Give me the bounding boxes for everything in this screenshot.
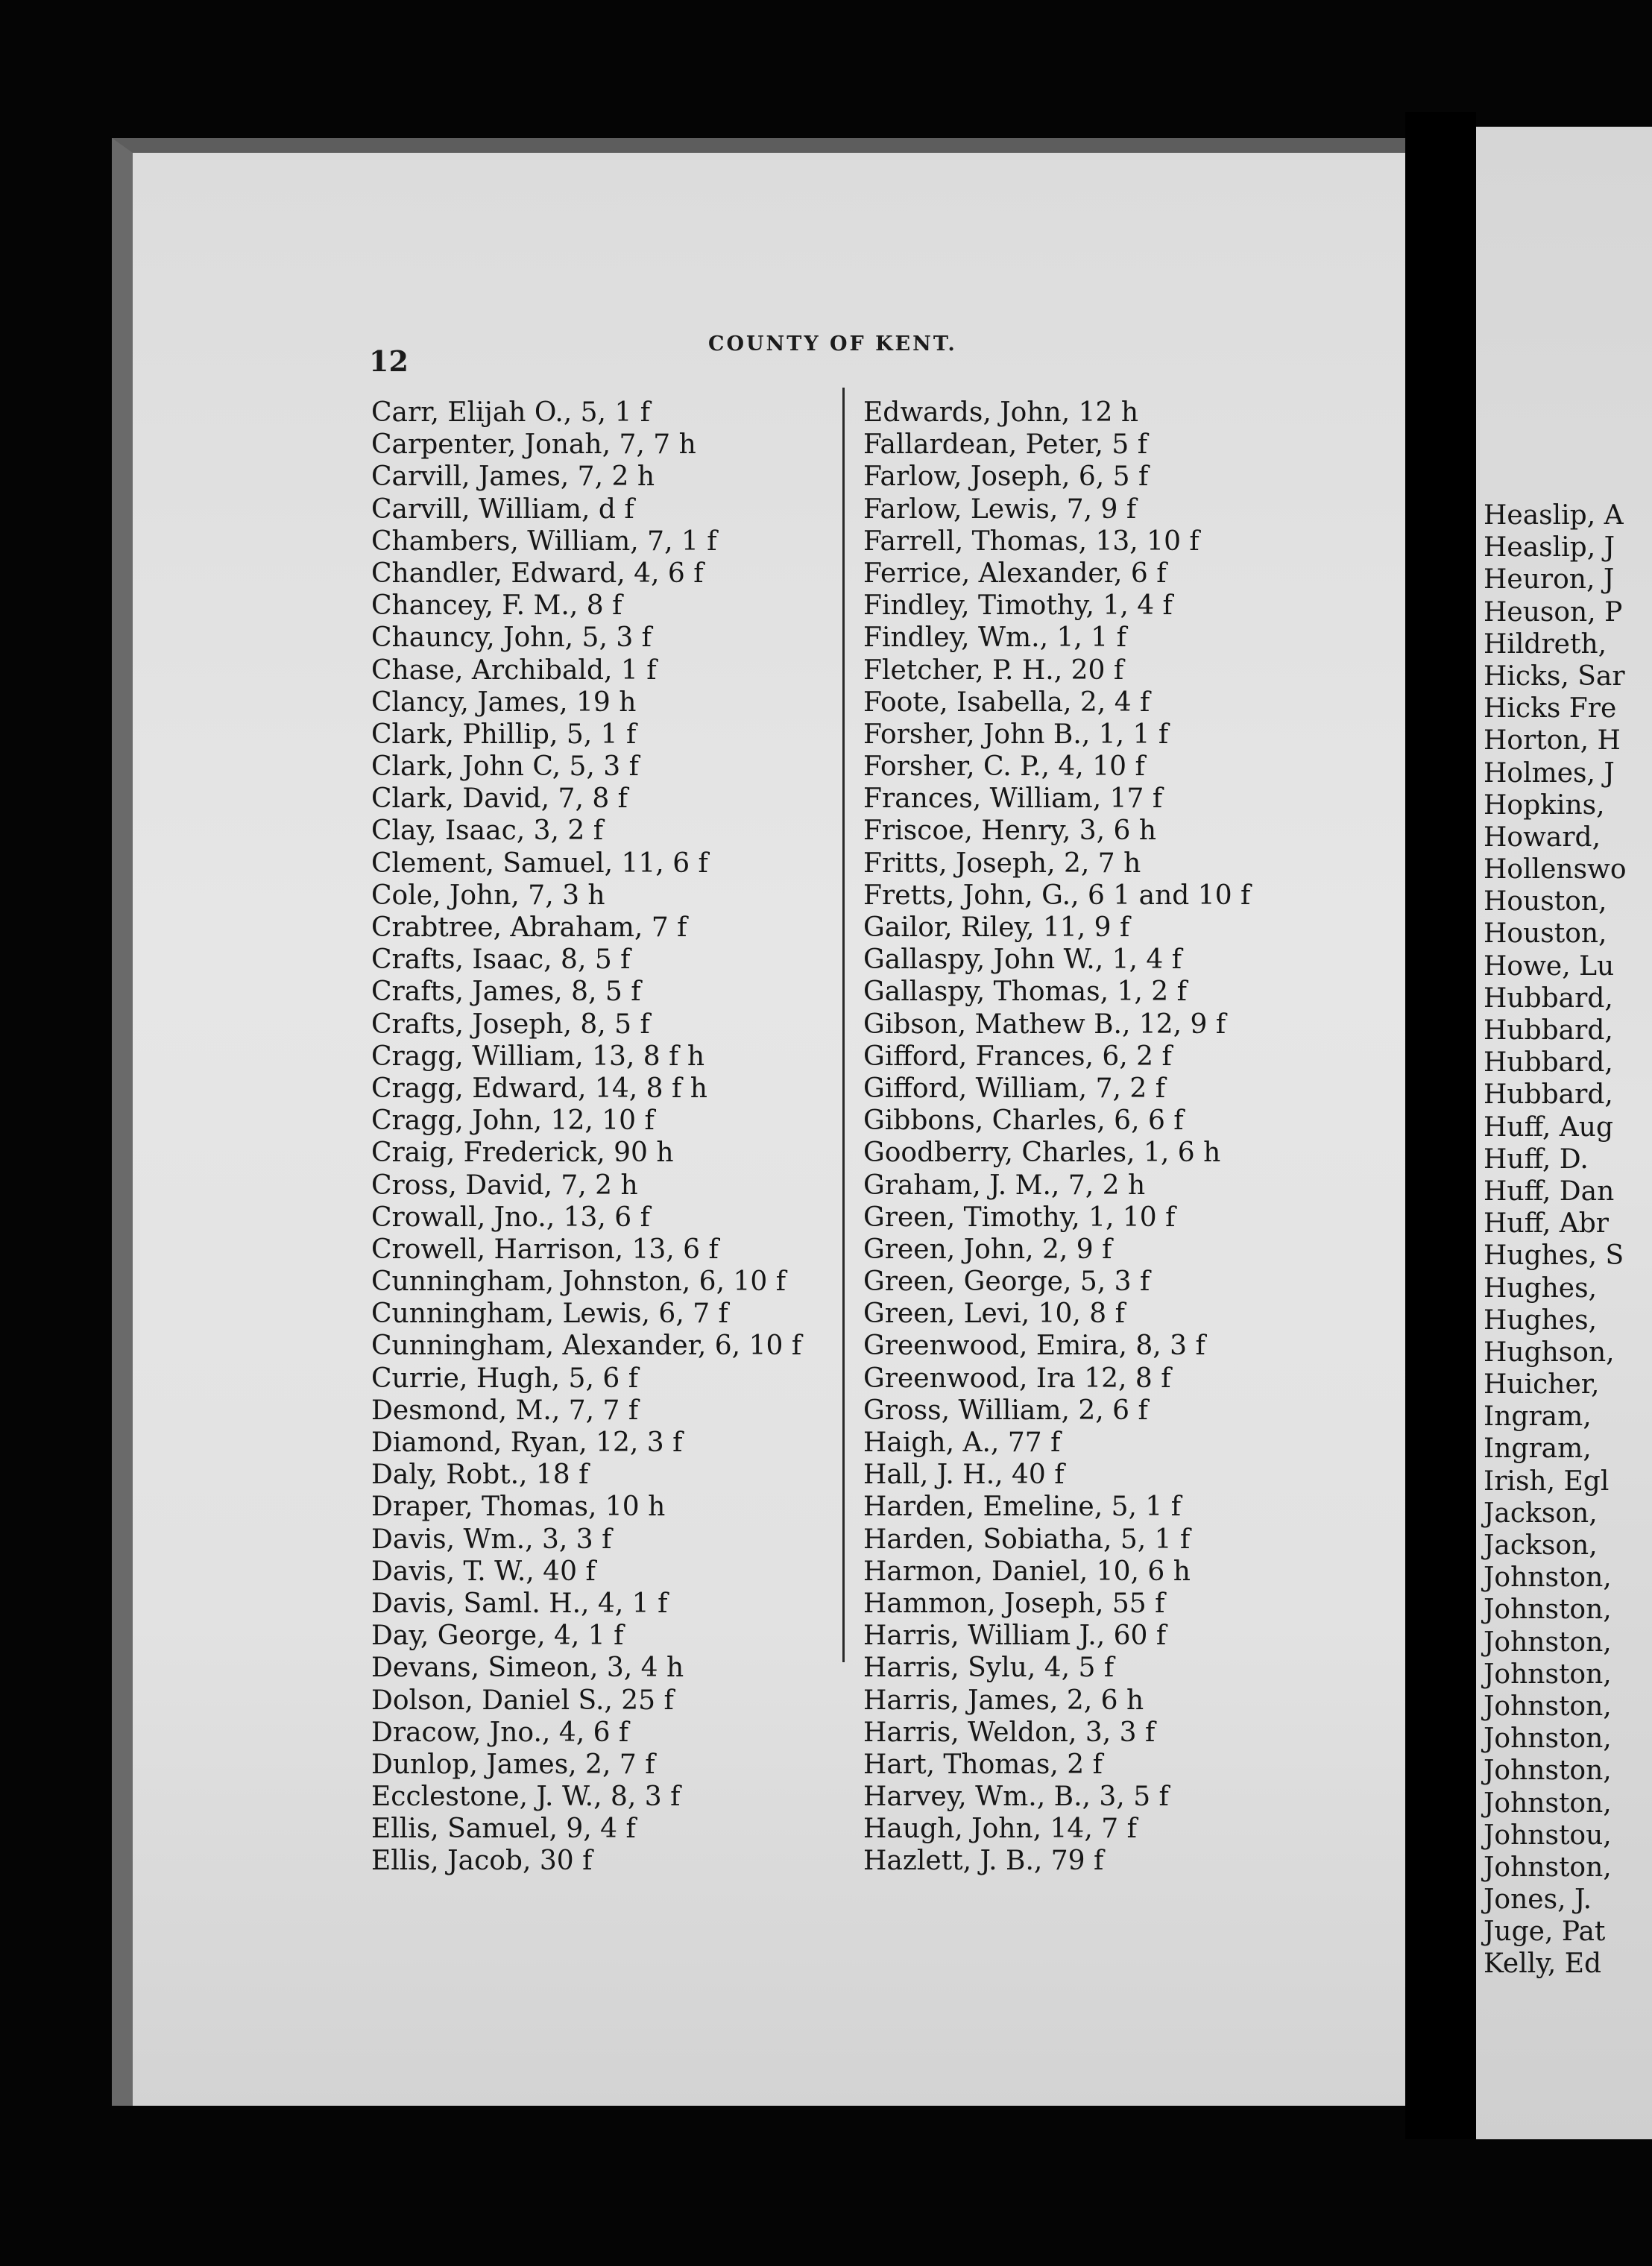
- directory-entry: Clancy, James, 19 h: [371, 687, 637, 718]
- middle-column: [863, 397, 1250, 1878]
- directory-entry: Graham, J. M., 7, 2 h: [863, 1170, 1146, 1201]
- directory-entry: Haugh, John, 14, 7 f: [863, 1814, 1137, 1845]
- directory-entry: Harden, Emeline, 5, 1 f: [863, 1492, 1182, 1523]
- directory-entry: Jones, J.: [1484, 1884, 1592, 1916]
- directory-entry: Hubbard,: [1484, 1015, 1613, 1046]
- directory-entry: Fretts, John, G., 6 1 and 10 f: [863, 880, 1251, 911]
- directory-entry: Huff, D.: [1484, 1143, 1589, 1175]
- directory-entry: Hubbard,: [1484, 982, 1613, 1014]
- directory-entry: Hopkins,: [1484, 789, 1605, 821]
- directory-entry: Houston,: [1484, 886, 1607, 918]
- directory-entry: Cross, David, 7, 2 h: [371, 1170, 638, 1201]
- directory-entry: Ellis, Jacob, 30 f: [371, 1846, 593, 1877]
- directory-entry: Ecclestone, J. W., 8, 3 f: [371, 1781, 681, 1813]
- directory-entry: Johnston,: [1484, 1626, 1612, 1658]
- directory-entry: Green, Levi, 10, 8 f: [863, 1298, 1125, 1330]
- directory-entry: Foote, Isabella, 2, 4 f: [863, 687, 1150, 718]
- directory-entry: Clement, Samuel, 11, 6 f: [371, 848, 708, 879]
- directory-entry: Chauncy, John, 5, 3 f: [371, 622, 652, 654]
- directory-entry: Green, Timothy, 1, 10 f: [863, 1202, 1176, 1233]
- directory-entry: Gibbons, Charles, 6, 6 f: [863, 1105, 1184, 1137]
- directory-entry: Horton, H: [1484, 725, 1621, 757]
- directory-entry: Gailor, Riley, 11, 9 f: [863, 912, 1130, 943]
- directory-entry: Carpenter, Jonah, 7, 7 h: [371, 429, 696, 461]
- directory-entry: Irish, Egl: [1484, 1465, 1610, 1497]
- directory-entry: Draper, Thomas, 10 h: [371, 1492, 666, 1523]
- directory-entry: Johnston,: [1484, 1691, 1612, 1722]
- directory-entry: Gallaspy, John W., 1, 4 f: [863, 944, 1182, 976]
- directory-entry: Chandler, Edward, 4, 6 f: [371, 558, 704, 589]
- column-rule: [842, 388, 845, 1662]
- directory-entry: Heaslip, A: [1484, 500, 1624, 531]
- directory-entry: Carr, Elijah O., 5, 1 f: [371, 397, 651, 428]
- directory-entry: Dunlop, James, 2, 7 f: [371, 1749, 655, 1780]
- directory-entry: Johnston,: [1484, 1852, 1612, 1883]
- directory-entry: Cole, John, 7, 3 h: [371, 880, 605, 911]
- directory-entry: Forsher, John B., 1, 1 f: [863, 719, 1169, 750]
- directory-entry: Clark, David, 7, 8 f: [371, 783, 628, 815]
- directory-entry: Carvill, William, d f: [371, 493, 634, 525]
- directory-entry: Green, George, 5, 3 f: [863, 1266, 1150, 1298]
- directory-entry: Ferrice, Alexander, 6 f: [863, 558, 1167, 589]
- directory-entry: Fritts, Joseph, 2, 7 h: [863, 848, 1141, 879]
- directory-entry: Crowell, Harrison, 13, 6 f: [371, 1234, 719, 1265]
- directory-entry: Clay, Isaac, 3, 2 f: [371, 815, 604, 847]
- directory-entry: Jackson,: [1484, 1530, 1598, 1561]
- right-page-column: [1484, 499, 1627, 1981]
- directory-entry: Johnston,: [1484, 1659, 1612, 1690]
- directory-entry: Harden, Sobiatha, 5, 1 f: [863, 1524, 1191, 1555]
- directory-entry: Crafts, James, 8, 5 f: [371, 976, 641, 1008]
- directory-entry: Frances, William, 17 f: [863, 783, 1163, 815]
- directory-entry: Green, John, 2, 9 f: [863, 1234, 1112, 1265]
- directory-entry: Day, George, 4, 1 f: [371, 1620, 624, 1652]
- directory-entry: Edwards, John, 12 h: [863, 397, 1139, 428]
- directory-entry: Huff, Dan: [1484, 1175, 1615, 1207]
- directory-entry: Kelly, Ed: [1484, 1948, 1602, 1980]
- directory-entry: Jackson,: [1484, 1497, 1598, 1529]
- directory-entry: Johnston,: [1484, 1562, 1612, 1594]
- directory-entry: Currie, Hugh, 5, 6 f: [371, 1363, 639, 1394]
- left-column: [371, 397, 801, 1878]
- directory-entry: Hall, J. H., 40 f: [863, 1459, 1065, 1491]
- directory-entry: Fletcher, P. H., 20 f: [863, 654, 1124, 686]
- directory-entry: Harris, William J., 60 f: [863, 1620, 1167, 1652]
- directory-entry: Harris, Weldon, 3, 3 f: [863, 1717, 1156, 1748]
- directory-entry: Ingram,: [1484, 1401, 1592, 1433]
- directory-entry: Davis, Wm., 3, 3 f: [371, 1524, 612, 1555]
- directory-entry: Haigh, A., 77 f: [863, 1427, 1061, 1458]
- directory-entry: Juge, Pat: [1484, 1916, 1606, 1948]
- directory-entry: Hazlett, J. B., 79 f: [863, 1846, 1104, 1877]
- directory-entry: Hildreth,: [1484, 628, 1607, 660]
- directory-entry: Heaslip, J: [1484, 532, 1615, 564]
- directory-entry: Harris, Sylu, 4, 5 f: [863, 1653, 1115, 1684]
- directory-entry: Cragg, John, 12, 10 f: [371, 1105, 655, 1137]
- directory-entry: Hicks Fre: [1484, 693, 1617, 725]
- page-number: 12: [369, 344, 409, 378]
- directory-entry: Cragg, William, 13, 8 f h: [371, 1041, 705, 1072]
- directory-entry: Crafts, Joseph, 8, 5 f: [371, 1009, 650, 1040]
- directory-entry: Heuron, J: [1484, 564, 1615, 596]
- directory-entry: Gifford, William, 7, 2 f: [863, 1073, 1166, 1104]
- directory-entry: Diamond, Ryan, 12, 3 f: [371, 1427, 683, 1458]
- directory-entry: Devans, Simeon, 3, 4 h: [371, 1653, 684, 1684]
- directory-entry: Harvey, Wm., B., 3, 5 f: [863, 1781, 1169, 1813]
- directory-entry: Daly, Robt., 18 f: [371, 1459, 589, 1491]
- directory-entry: Greenwood, Ira 12, 8 f: [863, 1363, 1171, 1394]
- directory-entry: Desmond, M., 7, 7 f: [371, 1395, 639, 1426]
- directory-entry: Hubbard,: [1484, 1079, 1613, 1111]
- directory-entry: Chase, Archibald, 1 f: [371, 654, 657, 686]
- directory-entry: Gross, William, 2, 6 f: [863, 1395, 1148, 1426]
- directory-entry: Gibson, Mathew B., 12, 9 f: [863, 1009, 1226, 1040]
- directory-entry: Clark, Phillip, 5, 1 f: [371, 719, 637, 750]
- directory-entry: Friscoe, Henry, 3, 6 h: [863, 815, 1157, 847]
- directory-entry: Findley, Wm., 1, 1 f: [863, 622, 1126, 654]
- directory-entry: Johnston,: [1484, 1723, 1612, 1755]
- directory-entry: Chancey, F. M., 8 f: [371, 590, 622, 622]
- directory-entry: Johnstou,: [1484, 1820, 1612, 1851]
- directory-entry: Clark, John C, 5, 3 f: [371, 751, 639, 783]
- directory-entry: Harmon, Daniel, 10, 6 h: [863, 1556, 1191, 1587]
- directory-entry: Crabtree, Abraham, 7 f: [371, 912, 687, 943]
- directory-entry: Cunningham, Johnston, 6, 10 f: [371, 1266, 786, 1298]
- directory-entry: Huff, Aug: [1484, 1111, 1613, 1143]
- directory-entry: Hicks, Sar: [1484, 660, 1625, 692]
- directory-entry: Gallaspy, Thomas, 1, 2 f: [863, 976, 1187, 1008]
- directory-entry: Ingram,: [1484, 1433, 1592, 1465]
- directory-entry: Huicher,: [1484, 1369, 1600, 1401]
- directory-entry: Farrell, Thomas, 13, 10 f: [863, 526, 1199, 557]
- right-page: [1476, 127, 1652, 2139]
- directory-entry: Howe, Lu: [1484, 950, 1615, 982]
- directory-entry: Hubbard,: [1484, 1047, 1613, 1079]
- directory-entry: Hughson,: [1484, 1336, 1615, 1368]
- directory-entry: Hughes,: [1484, 1304, 1598, 1336]
- directory-entry: Heuson, P: [1484, 596, 1623, 628]
- directory-entry: Davis, Saml. H., 4, 1 f: [371, 1588, 668, 1619]
- directory-entry: Greenwood, Emira, 8, 3 f: [863, 1331, 1205, 1362]
- directory-entry: Cragg, Edward, 14, 8 f h: [371, 1073, 707, 1104]
- directory-entry: Farlow, Lewis, 7, 9 f: [863, 493, 1137, 525]
- directory-entry: Forsher, C. P., 4, 10 f: [863, 751, 1145, 783]
- directory-entry: Harris, James, 2, 6 h: [863, 1685, 1144, 1716]
- directory-entry: Hughes,: [1484, 1272, 1598, 1304]
- directory-entry: Carvill, James, 7, 2 h: [371, 461, 655, 493]
- directory-entry: Johnston,: [1484, 1594, 1612, 1626]
- directory-entry: Crowall, Jno., 13, 6 f: [371, 1202, 650, 1233]
- directory-entry: Holmes, J: [1484, 757, 1615, 789]
- directory-entry: Crafts, Isaac, 8, 5 f: [371, 944, 631, 976]
- directory-entry: Gifford, Frances, 6, 2 f: [863, 1041, 1172, 1072]
- directory-entry: Cunningham, Alexander, 6, 10 f: [371, 1331, 802, 1362]
- directory-entry: Houston,: [1484, 918, 1607, 950]
- directory-entry: Howard,: [1484, 821, 1601, 853]
- directory-entry: Hart, Thomas, 2 f: [863, 1749, 1103, 1780]
- running-head: COUNTY OF KENT.: [708, 332, 957, 356]
- directory-entry: Dolson, Daniel S., 25 f: [371, 1685, 674, 1716]
- directory-entry: Goodberry, Charles, 1, 6 h: [863, 1137, 1221, 1169]
- directory-entry: Craig, Frederick, 90 h: [371, 1137, 674, 1169]
- directory-entry: Johnston,: [1484, 1755, 1612, 1787]
- directory-entry: Farlow, Joseph, 6, 5 f: [863, 461, 1149, 493]
- directory-entry: Dracow, Jno., 4, 6 f: [371, 1717, 629, 1748]
- directory-entry: Hughes, S: [1484, 1240, 1624, 1272]
- directory-entry: Johnston,: [1484, 1787, 1612, 1819]
- directory-entry: Ellis, Samuel, 9, 4 f: [371, 1814, 636, 1845]
- directory-entry: Huff, Abr: [1484, 1208, 1610, 1240]
- directory-entry: Hollenswo: [1484, 854, 1627, 886]
- directory-entry: Cunningham, Lewis, 6, 7 f: [371, 1298, 728, 1330]
- book-gutter: [1405, 112, 1476, 2139]
- directory-entry: Davis, T. W., 40 f: [371, 1556, 596, 1587]
- directory-entry: Hammon, Joseph, 55 f: [863, 1588, 1165, 1619]
- directory-entry: Chambers, William, 7, 1 f: [371, 526, 717, 557]
- directory-entry: Fallardean, Peter, 5 f: [863, 429, 1148, 461]
- directory-entry: Findley, Timothy, 1, 4 f: [863, 590, 1173, 622]
